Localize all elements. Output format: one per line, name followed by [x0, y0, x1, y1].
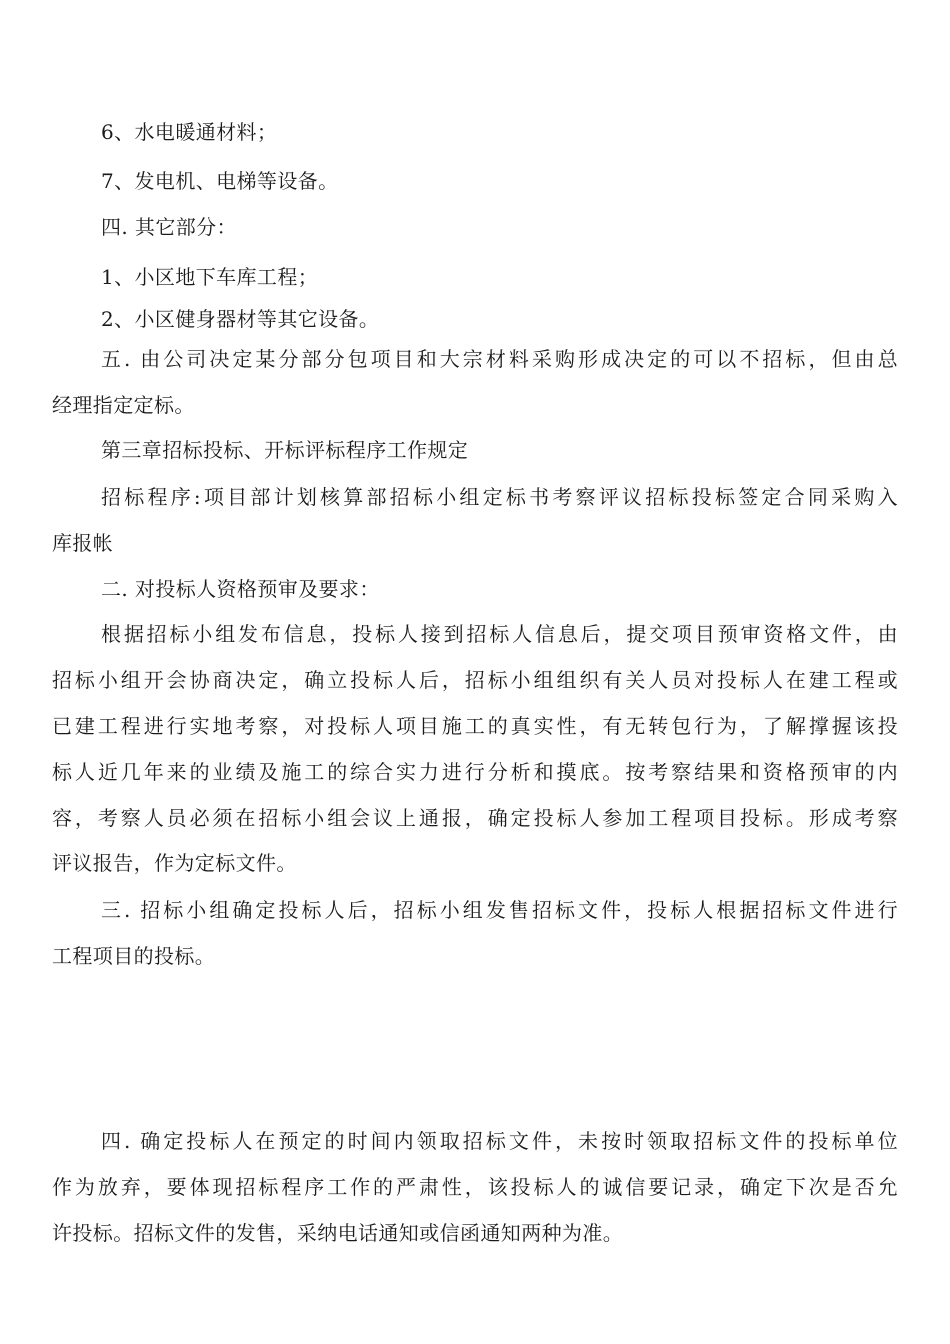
paragraph-sale-of-documents-line-2: 工程项目的投标。: [52, 944, 216, 968]
list-item-underground-garage: 1、小区地下车库工程；: [101, 265, 319, 289]
paragraph-prequalification-line-2: 招标小组开会协商决定，确立投标人后，招标小组组织有关人员对投标人在建工程或: [52, 668, 898, 692]
paragraph-bidding-procedure-line-1: 招标程序:项目部计划核算部招标小组定标书考察评议招标投标签定合同采购入: [101, 485, 898, 509]
paragraph-prequalification-line-1: 根据招标小组发布信息，投标人接到招标人信息后，提交项目预审资格文件，由: [101, 622, 898, 646]
paragraph-collection-deadline-line-3: 许投标。招标文件的发售，采纳电话通知或信函通知两种为准。: [52, 1221, 624, 1245]
paragraph-sale-of-documents-line-1: 三. 招标小组确定投标人后，招标小组发售招标文件，投标人根据招标文件进行: [101, 898, 898, 922]
section-heading-other-parts: 四. 其它部分：: [101, 215, 237, 239]
paragraph-prequalification-line-3: 已建工程进行实地考察，对投标人项目施工的真实性，有无转包行为，了解撑握该投: [52, 714, 898, 738]
section-heading-prequalification: 二. 对投标人资格预审及要求：: [101, 577, 380, 601]
paragraph-bidding-procedure-line-2: 库报帐: [52, 531, 114, 555]
list-item-generator-elevator: 7、发电机、电梯等设备。: [101, 169, 339, 193]
paragraph-collection-deadline-line-1: 四. 确定投标人在预定的时间内领取招标文件，未按时领取招标文件的投标单位: [101, 1129, 898, 1153]
list-item-fitness-equipment: 2、小区健身器材等其它设备。: [101, 307, 380, 331]
paragraph-collection-deadline-line-2: 作为放弃，要体现招标程序工作的严肃性，该投标人的诚信要记录，确定下次是否允: [52, 1175, 898, 1199]
paragraph-prequalification-line-6: 评议报告，作为定标文件。: [52, 851, 297, 875]
paragraph-company-decision-line-2: 经理指定定标。: [52, 393, 195, 417]
paragraph-prequalification-line-5: 容，考察人员必须在招标小组会议上通报，确定投标人参加工程项目投标。形成考察: [52, 806, 898, 830]
paragraph-prequalification-line-4: 标人近几年来的业绩及施工的综合实力进行分析和摸底。按考察结果和资格预审的内: [52, 760, 898, 784]
list-item-plumbing-materials: 6、水电暖通材料；: [101, 120, 278, 144]
chapter-heading-chapter-three: 第三章招标投标、开标评标程序工作规定: [101, 438, 469, 462]
paragraph-company-decision-line-1: 五. 由公司决定某分部分包项目和大宗材料采购形成决定的可以不招标，但由总: [101, 347, 898, 371]
